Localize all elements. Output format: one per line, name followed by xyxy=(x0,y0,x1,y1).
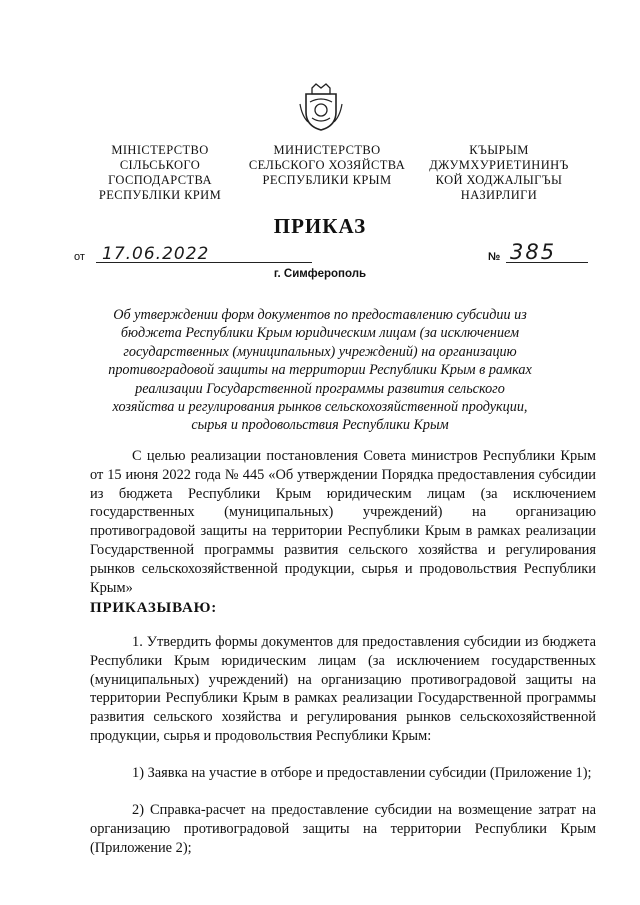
intro-paragraph: С целью реализации постановления Совета министров Республики Крым от 15 июня 2022 года № 445 «Об утверждении Порядка предоставления субсидии из бюджета Республики Крым юридическим лицам (за исключением государственных (муниципальных) учреждений) на организацию противоградовой защиты на территории Республики Крым в рамках реализации Государственной программы развития сельского хозяйства и регулирования рынков сельскохозяйственной продукции, сырья и продовольствия Республики Крым» xyxy=(90,448,596,596)
ministry-ct-line: ДЖУМХУРИЕТИНИНЪ xyxy=(429,158,569,172)
ministry-ua-line: СІЛЬСЬКОГО xyxy=(119,158,201,172)
ministry-name-russian xyxy=(242,143,412,188)
ministry-ct-line: КОЙ ХОДЖАЛЫГЪЫ xyxy=(435,173,563,187)
order-subitem-1: 1) Заявка на участие в отборе и предоставлении субсидии (Приложение 1); xyxy=(132,765,592,781)
date-number-row xyxy=(74,240,584,268)
ministry-ua-line: МІНІСТЕРСТВО xyxy=(111,143,209,157)
ministry-ct-line: НАЗИРЛИГИ xyxy=(460,188,538,202)
document-subject: Об утверждении форм документов по предоставлению субсидии из бюджета Республики Крым юридическим лицам (за исключением государственных (муниципальных) учреждений) на организацию противоградовой защиты на территории Республики Крым в рамках реализации Государственной программы развития сельского хозяйства и регулирования рынков сельскохозяйственной продукции, сырья и продовольствия Республики Крым xyxy=(108,307,532,434)
ministry-ru-line: РЕСПУБЛИКИ КРЫМ xyxy=(262,173,392,187)
ministry-ua-line: ГОСПОДАРСТВА xyxy=(108,173,212,187)
ministry-ua-line: РЕСПУБЛІКИ КРИМ xyxy=(98,188,222,202)
order-subitem-2: 2) Справка-расчет на предоставление субсидии на возмещение затрат на организацию противоградовой защиты на территории Республики Крым (Приложение 2); xyxy=(90,802,596,856)
number-label: № xyxy=(488,251,501,263)
ministry-ru-line: СЕЛЬСКОГО ХОЗЯЙСТВА xyxy=(248,158,406,172)
order-item-1: 1. Утвердить формы документов для предоставления субсидии из бюджета Республики Крым юридическим лицам (за исключением государственных (муниципальных) учреждений) на организацию противоградовой защиты на территории Республики Крым в рамках реализации Государственной программы развития сельского хозяйства и регулирования рынков сельскохозяйственной продукции, сырья и продовольствия Республики Крым: xyxy=(90,634,596,744)
ministry-name-crimean-tatar xyxy=(420,143,578,203)
document-number: 385 xyxy=(506,240,588,263)
date-label: от xyxy=(74,251,85,263)
ministry-name-ukrainian xyxy=(86,143,234,203)
document-date: 17.06.2022 xyxy=(96,244,312,263)
city-line: г. Симферополь xyxy=(273,268,367,280)
document-type-title: ПРИКАЗ xyxy=(273,214,367,238)
ministry-ru-line: МИНИСТЕРСТВО xyxy=(273,143,381,157)
coat-of-arms-icon xyxy=(298,82,344,132)
order-heading: ПРИКАЗЫВАЮ: xyxy=(90,600,218,616)
ministry-ct-line: КЪЫРЫМ xyxy=(469,143,529,157)
